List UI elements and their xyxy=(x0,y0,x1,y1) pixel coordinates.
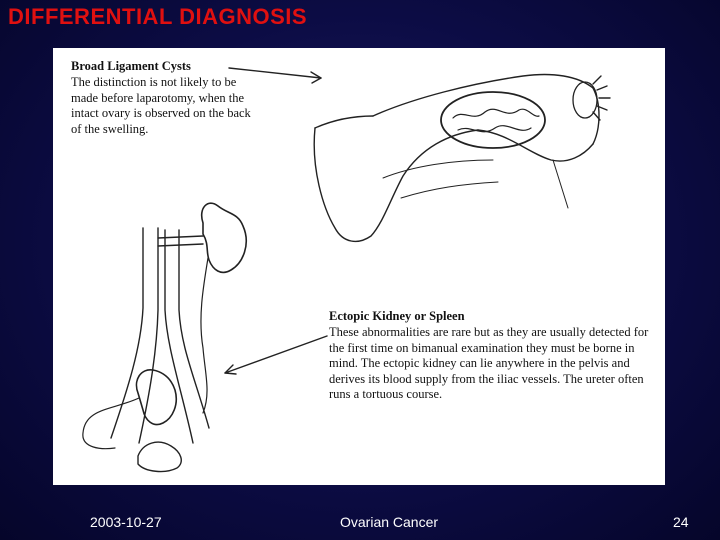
ectopic-kidney-heading: Ectopic Kidney or Spleen xyxy=(329,309,465,323)
broad-ligament-text: The distinction is not likely to be made before laparotomy, when the intact ovary is observed on the back of the swelling. xyxy=(71,75,251,136)
ectopic-kidney-caption xyxy=(329,309,659,403)
ectopic-kidney-text: These abnormalities are rare but as they are usually detected for the first time on bimanual examination they must be borne in mind. The ectopic kidney can lie anywhere in the pelvis and derives its blood supply from the iliac vessels. The ureter often runs a tortuous course. xyxy=(329,325,649,401)
broad-ligament-heading: Broad Ligament Cysts xyxy=(71,59,191,73)
footer-title: Ovarian Cancer xyxy=(340,514,439,530)
footer-date: 2003-10-27 xyxy=(90,514,162,530)
slide-title: DIFFERENTIAL DIAGNOSIS xyxy=(8,4,308,29)
anatomy-figure xyxy=(53,48,665,485)
broad-ligament-caption xyxy=(71,59,256,137)
pointer-arrow-bottom xyxy=(225,336,327,373)
footer-page-number: 24 xyxy=(673,514,689,530)
